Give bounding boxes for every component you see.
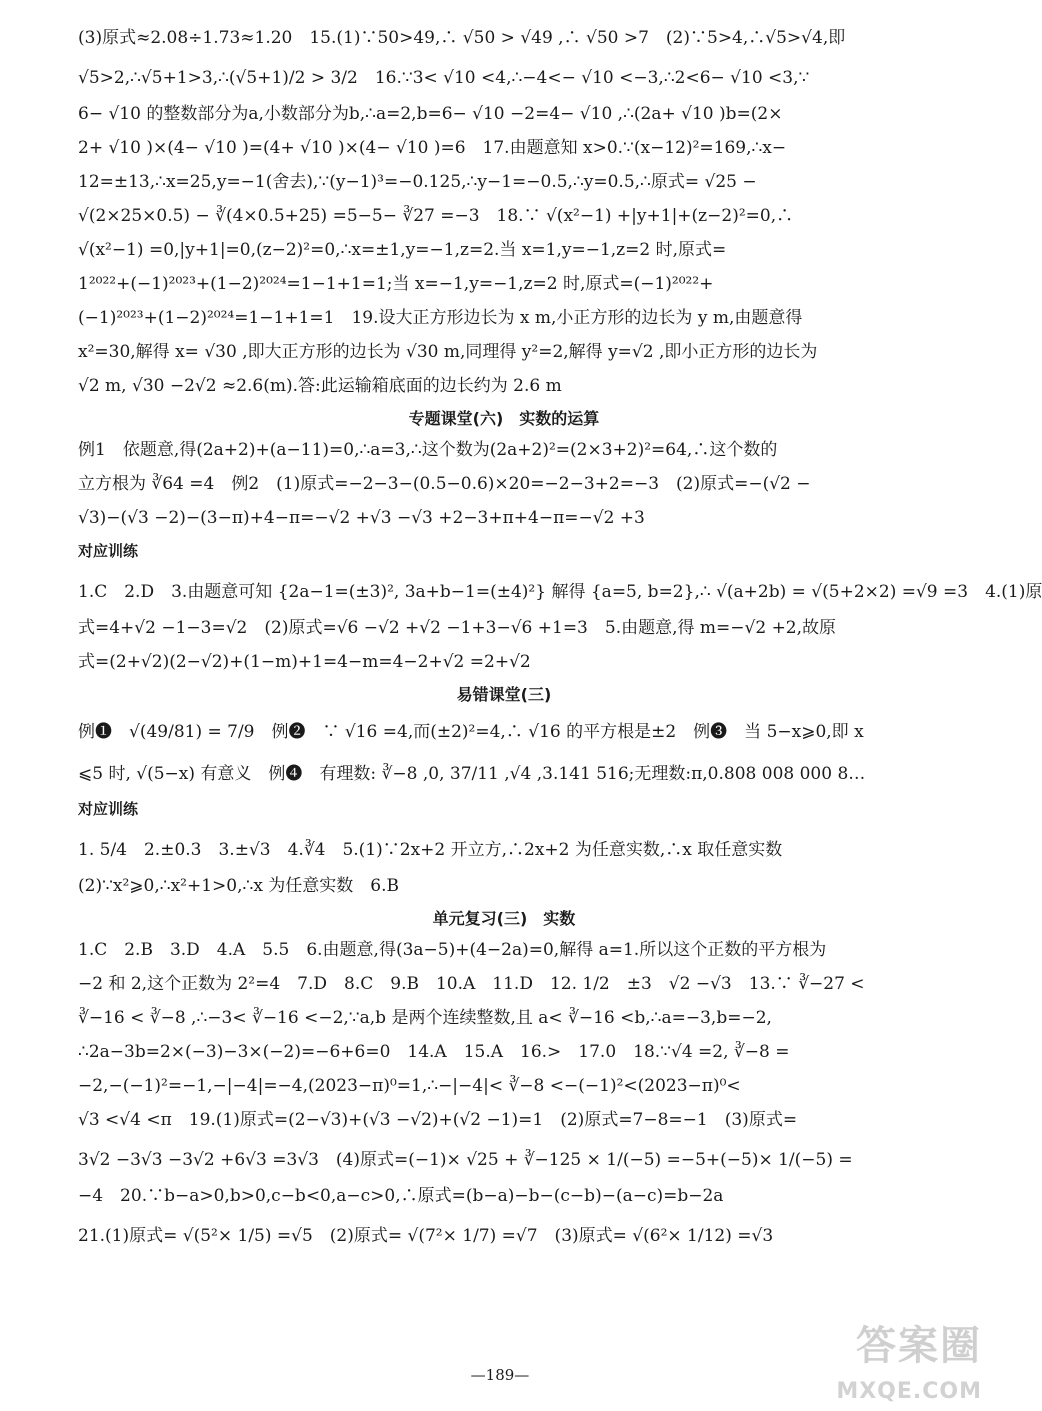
text-line: √(2×25×0.5) − ∛(4×0.5+25) =5−5− ∛27 =−3 18.∵ √(x²−1) +|y+1|+(z−2)²=0,∴	[78, 206, 794, 226]
text-line: 式=4+√2 −1−3=√2 (2)原式=√6 −√2 +√2 −1+3−√6 +1=3 5.由题意,得 m=−√2 +2,故原	[78, 618, 837, 638]
text-line: ∛−16 < ∛−8 ,∴−3< ∛−16 <−2,∵a,b 是两个连续整数,且 a< ∛−16 <b,∴a=−3,b=−2,	[78, 1008, 772, 1028]
text-line: 3√2 −3√3 −3√2 +6√3 =3√3 (4)原式=(−1)× √25 + ∛−125 × 1/(−5) =−5+(−5)× 1/(−5) =	[78, 1150, 853, 1170]
text-line: 1. 5/4 2.±0.3 3.±√3 4.∛4 5.(1)∵2x+2 开立方,∴2x+2 为任意实数,∴x 取任意实数	[78, 840, 783, 860]
training-heading: 对应训练	[78, 542, 139, 560]
text-line: x²=30,解得 x= √30 ,即大正方形的边长为 √30 m,同理得 y²=2,解得 y=√2 ,即小正方形的边长为	[78, 342, 818, 362]
text-line: √3)−(√3 −2)−(3−π)+4−π=−√2 +√3 −√3 +2−3+π+4−π=−√2 +3	[78, 508, 645, 528]
watermark-logo: 答案圈	[856, 1323, 982, 1369]
watermark	[810, 1314, 986, 1404]
text-line: 例1 依题意,得(2a+2)+(a−11)=0,∴a=3,∴这个数为(2a+2)²=(2×3+2)²=64,∴这个数的	[78, 440, 778, 460]
watermark-site: MXQE.COM	[836, 1379, 982, 1404]
text-line: 1²⁰²²+(−1)²⁰²³+(1−2)²⁰²⁴=1−1+1=1;当 x=−1,y=−1,z=2 时,原式=(−1)²⁰²²+	[78, 274, 714, 294]
text-line: 例❶ √(49/81) = 7/9 例❷ ∵ √16 =4,而(±2)²=4,∴ √16 的平方根是±2 例❸ 当 5−x⩾0,即 x	[78, 722, 864, 742]
answer-page	[78, 26, 1042, 1260]
text-line: −2,−(−1)²=−1,−|−4|=−4,(2023−π)⁰=1,∴−|−4|< ∛−8 <−(−1)²<(2023−π)⁰<	[78, 1076, 741, 1096]
text-line: −2 和 2,这个正数为 2²=4 7.D 8.C 9.B 10.A 11.D 12. 1/2 ±3 √2 −√3 13.∵ ∛−27 <	[78, 974, 865, 994]
text-line: 6− √10 的整数部分为a,小数部分为b,∴a=2,b=6− √10 −2=4− √10 ,∴(2a+ √10 )b=(2×	[78, 104, 783, 124]
text-line: √5>2,∴√5+1>3,∴(√5+1)/2 > 3/2 16.∵3< √10 <4,∴−4<− √10 <−3,∴2<6− √10 <3,∵	[78, 68, 810, 88]
text-line: −4 20.∵b−a>0,b>0,c−b<0,a−c>0,∴原式=(b−a)−b−(c−b)−(a−c)=b−2a	[78, 1186, 724, 1206]
text-line: 1.C 2.B 3.D 4.A 5.5 6.由题意,得(3a−5)+(4−2a)=0,解得 a=1.所以这个正数的平方根为	[78, 940, 827, 960]
text-line: 12=±13,∴x=25,y=−1(舍去),∵(y−1)³=−0.125,∴y−1=−0.5,∴y=0.5,∴原式= √25 −	[78, 172, 757, 192]
text-line: √2 m, √30 −2√2 ≈2.6(m).答:此运输箱底面的边长约为 2.6 m	[78, 376, 562, 396]
text-line: √3 <√4 <π 19.(1)原式=(2−√3)+(√3 −√2)+(√2 −1)=1 (2)原式=7−8=−1 (3)原式=	[78, 1110, 798, 1130]
text-line: 21.(1)原式= √(5²× 1/5) =√5 (2)原式= √(7²× 1/7) =√7 (3)原式= √(6²× 1/12) =√3	[78, 1226, 774, 1246]
text-line: ∴2a−3b=2×(−3)−3×(−2)=−6+6=0 14.A 15.A 16.> 17.0 18.∵√4 =2, ∛−8 =	[78, 1042, 790, 1062]
section-title-unit-review-3: 单元复习(三) 实数	[432, 909, 576, 928]
text-line: (3)原式≈2.08÷1.73≈1.20 15.(1)∵50>49,∴ √50 > √49 ,∴ √50 >7 (2)∵5>4,∴√5>√4,即	[78, 28, 846, 48]
training-heading: 对应训练	[78, 800, 139, 818]
text-line: 立方根为 ∛64 =4 例2 (1)原式=−2−3−(0.5−0.6)×20=−2−3+2=−3 (2)原式=−(√2 −	[78, 474, 811, 494]
section-title-errors-3: 易错课堂(三)	[456, 685, 552, 704]
text-line: 2+ √10 )×(4− √10 )=(4+ √10 )×(4− √10 )=6 17.由题意知 x>0.∵(x−12)²=169,∴x−	[78, 138, 787, 158]
text-line: ⩽5 时, √(5−x) 有意义 例❹ 有理数: ∛−8 ,0, 37/11 ,√4 ,3.141 516;无理数:π,0.808 008 000 8…	[78, 764, 866, 784]
text-line: 式=(2+√2)(2−√2)+(1−m)+1=4−m=4−2+√2 =2+√2	[78, 652, 531, 672]
text-line: (2)∵x²⩾0,∴x²+1>0,∴x 为任意实数 6.B	[78, 876, 400, 896]
text-line: (−1)²⁰²³+(1−2)²⁰²⁴=1−1+1=1 19.设大正方形边长为 x m,小正方形的边长为 y m,由题意得	[78, 308, 803, 328]
page-number: —189—	[470, 1366, 530, 1384]
text-line: 1.C 2.D 3.由题意可知 {2a−1=(±3)², 3a+b−1=(±4)²} 解得 {a=5, b=2},∴ √(a+2b) = √(5+2×2) =√9 =3 4.(1)原	[78, 582, 1042, 602]
text-line: √(x²−1) =0,|y+1|=0,(z−2)²=0,∴x=±1,y=−1,z=2.当 x=1,y=−1,z=2 时,原式=	[78, 240, 727, 260]
section-title-special-6: 专题课堂(六) 实数的运算	[408, 409, 600, 428]
